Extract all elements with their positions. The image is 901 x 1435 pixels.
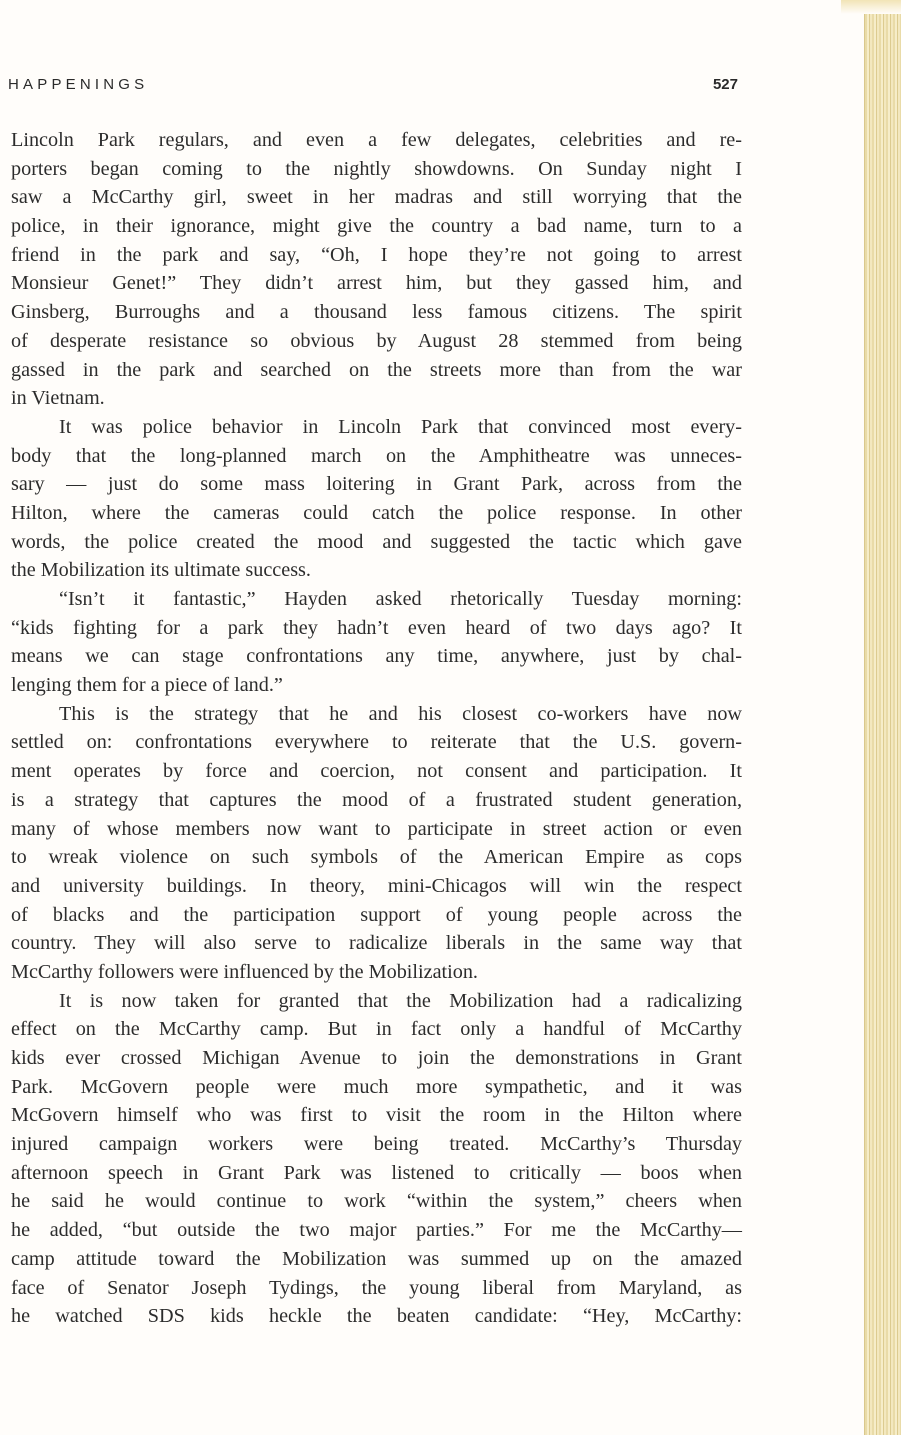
text-line: porters began coming to the nightly showdowns. On Sunday night I bbox=[11, 157, 742, 180]
text-line: face of Senator Joseph Tydings, the young liberal from Maryland, as bbox=[11, 1276, 742, 1299]
body-text bbox=[11, 126, 742, 1331]
text-line: to wreak violence on such symbols of the American Empire as cops bbox=[11, 846, 742, 869]
text-line: country. They will also serve to radicalize liberals in the same way that bbox=[11, 932, 742, 955]
text-line: he said he would continue to work “within the system,” cheers when bbox=[11, 1190, 742, 1213]
text-line: “Isn’t it fantastic,” Hayden asked rhetorically Tuesday morning: bbox=[59, 588, 742, 610]
text-line: in Vietnam. bbox=[11, 387, 105, 410]
text-line: afternoon speech in Grant Park was listened to critically — boos when bbox=[11, 1161, 742, 1184]
text-line: sary — just do some mass loitering in Grant Park, across from the bbox=[11, 473, 742, 496]
text-line: gassed in the park and searched on the streets more than from the war bbox=[11, 358, 742, 381]
text-line: the Mobilization its ultimate success. bbox=[11, 559, 311, 582]
text-line: friend in the park and say, “Oh, I hope they’re not going to arrest bbox=[11, 243, 742, 266]
page-number: 527 bbox=[712, 76, 738, 93]
text-line: It was police behavior in Lincoln Park that convinced most every- bbox=[59, 415, 742, 438]
page-edge-top bbox=[841, 0, 901, 14]
text-line: is a strategy that captures the mood of a frustrated student generation, bbox=[11, 788, 742, 811]
running-head bbox=[8, 76, 738, 100]
section-title: HAPPENINGS bbox=[8, 76, 149, 93]
text-line: camp attitude toward the Mobilization was summed up on the amazed bbox=[11, 1247, 742, 1270]
text-line: police, in their ignorance, might give the country a bad name, turn to a bbox=[11, 215, 742, 238]
text-line: Monsieur Genet!” They didn’t arrest him, but they gassed him, and bbox=[11, 272, 742, 295]
text-line: body that the long-planned march on the Amphitheatre was unneces- bbox=[11, 444, 742, 467]
text-line: McCarthy followers were influenced by the Mobilization. bbox=[11, 960, 478, 983]
text-line: and university buildings. In theory, mini-Chicagos will win the respect bbox=[11, 874, 742, 897]
text-line: Ginsberg, Burroughs and a thousand less famous citizens. The spirit bbox=[11, 301, 742, 324]
text-line: he added, “but outside the two major parties.” For me the McCarthy— bbox=[11, 1219, 742, 1242]
text-line: ment operates by force and coercion, not consent and participation. It bbox=[11, 760, 742, 783]
text-line: McGovern himself who was first to visit the room in the Hilton where bbox=[11, 1104, 742, 1127]
text-line: many of whose members now want to participate in street action or even bbox=[11, 817, 742, 840]
text-line: It is now taken for granted that the Mobilization had a radicalizing bbox=[59, 989, 742, 1012]
text-line: means we can stage confrontations any time, anywhere, just by chal- bbox=[11, 645, 742, 668]
text-line: “kids fighting for a park they hadn’t even heard of two days ago? It bbox=[11, 616, 742, 639]
text-line: This is the strategy that he and his closest co-workers have now bbox=[59, 702, 742, 725]
text-line: saw a McCarthy girl, sweet in her madras and still worrying that the bbox=[11, 186, 742, 209]
text-line: settled on: confrontations everywhere to reiterate that the U.S. govern- bbox=[11, 731, 742, 754]
text-line: Park. McGovern people were much more sympathetic, and it was bbox=[11, 1075, 742, 1098]
text-line: he watched SDS kids heckle the beaten candidate: “Hey, McCarthy: bbox=[11, 1305, 742, 1328]
text-line: kids ever crossed Michigan Avenue to join the demonstrations in Grant bbox=[11, 1047, 742, 1069]
text-line: Lincoln Park regulars, and even a few delegates, celebrities and re- bbox=[11, 129, 742, 151]
page-edge bbox=[864, 0, 901, 1435]
text-line: injured campaign workers were being treated. McCarthy’s Thursday bbox=[11, 1133, 742, 1156]
text-line: of blacks and the participation support of young people across the bbox=[11, 903, 742, 926]
text-line: lenging them for a piece of land.” bbox=[11, 674, 283, 697]
text-line: of desperate resistance so obvious by August 28 stemmed from being bbox=[11, 329, 742, 352]
text-line: Hilton, where the cameras could catch the police response. In other bbox=[11, 501, 742, 524]
text-line: effect on the McCarthy camp. But in fact only a handful of McCarthy bbox=[11, 1018, 742, 1041]
text-line: words, the police created the mood and suggested the tactic which gave bbox=[11, 530, 742, 553]
